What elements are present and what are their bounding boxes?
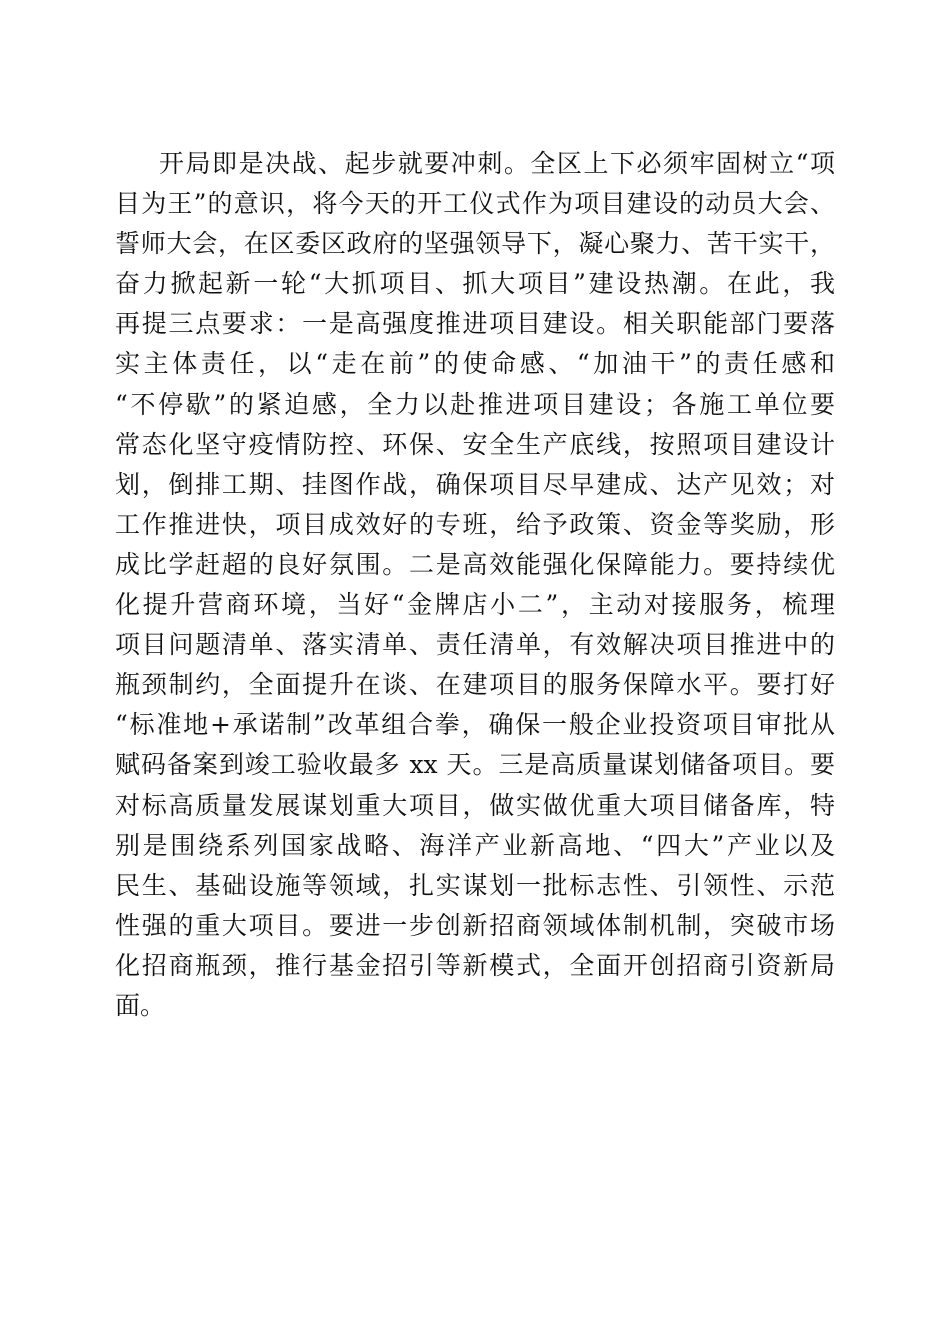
paragraph-line: 奋力掀起新一轮“大抓项目、抓大项目”建设热潮。在此，我 <box>115 269 835 299</box>
paragraph-line: 划，倒排工期、挂图作战，确保项目尽早建成、达产见效；对 <box>115 469 835 499</box>
paragraph-line: 别是围绕系列国家战略、海洋产业新高地、“四大”产业以及 <box>115 830 835 860</box>
paragraph-line: 实主体责任，以“走在前”的使命感、“加油干”的责任感和 <box>115 349 835 379</box>
paragraph-line: 化提升营商环境，当好“金牌店小二”，主动对接服务，梳理 <box>115 590 835 620</box>
body-paragraph <box>115 144 835 1026</box>
paragraph-line: 瓶颈制约，全面提升在谈、在建项目的服务保障水平。要打好 <box>115 670 835 700</box>
paragraph-line: 项目问题清单、落实清单、责任清单，有效解决项目推进中的 <box>115 630 835 660</box>
paragraph-line: 面。 <box>115 990 166 1020</box>
paragraph-line: 对标高质量发展谋划重大项目，做实做优重大项目储备库，特 <box>115 790 835 820</box>
paragraph-line: 开局即是决战、起步就要冲刺。全区上下必须牢固树立“项 <box>159 149 835 178</box>
paragraph-line: 化招商瓶颈，推行基金招引等新模式，全面开创招商引资新局 <box>115 950 835 980</box>
paragraph-line: “不停歇”的紧迫感，全力以赴推进项目建设；各施工单位要 <box>115 389 835 419</box>
paragraph-line: 民生、基础设施等领域，扎实谋划一批标志性、引领性、示范 <box>115 870 835 900</box>
paragraph-line: 性强的重大项目。要进一步创新招商领域体制机制，突破市场 <box>115 910 835 940</box>
paragraph-line: “标准地+承诺制”改革组合拳，确保一般企业投资项目审批从 <box>115 710 835 740</box>
paragraph-line: 目为王”的意识，将今天的开工仪式作为项目建设的动员大会、 <box>115 189 835 219</box>
paragraph-line: 誓师大会，在区委区政府的坚强领导下，凝心聚力、苦干实干， <box>115 229 835 259</box>
paragraph-line: 成比学赶超的良好氛围。二是高效能强化保障能力。要持续优 <box>115 549 835 579</box>
paragraph-line: 工作推进快，项目成效好的专班，给予政策、资金等奖励，形 <box>115 509 835 539</box>
paragraph-line: 赋码备案到竣工验收最多 xx 天。三是高质量谋划储备项目。要 <box>115 750 835 780</box>
paragraph-line: 再提三点要求：一是高强度推进项目建设。相关职能部门要落 <box>115 309 835 339</box>
paragraph-line: 常态化坚守疫情防控、环保、安全生产底线，按照项目建设计 <box>115 429 835 459</box>
